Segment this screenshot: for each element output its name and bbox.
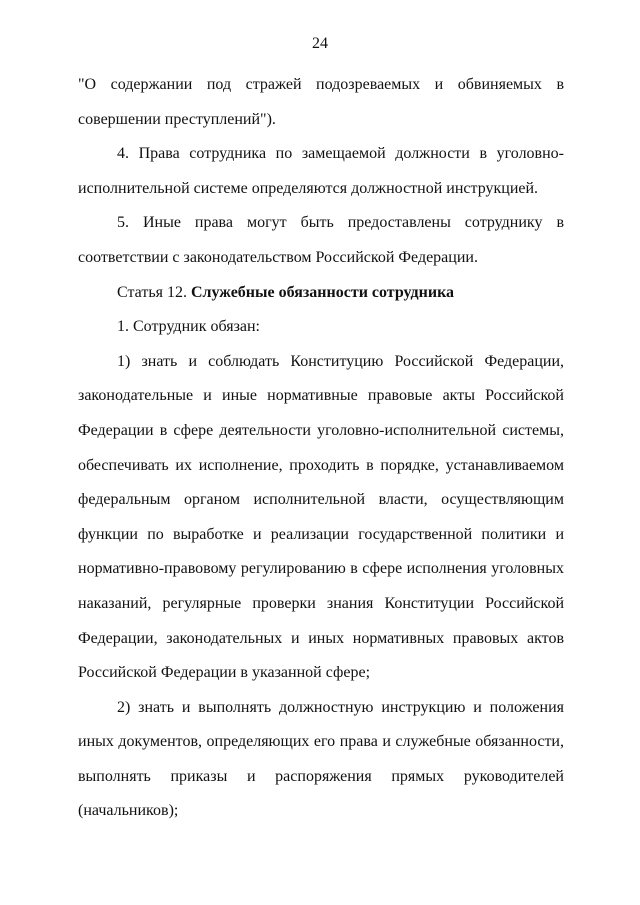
- paragraph-continuation: "О содержании под стражей подозреваемых и обвиняемых в совершении преступлений").: [78, 76, 564, 128]
- paragraph-subitem-1: 1) знать и соблюдать Конституцию Российской Федерации, законодательные и иные нормативные правовые акты Российской Федерации в сфере деятельности уголовно-исполнительной системы, обеспечивать их исполнение, проходить в порядке, устанавливаемом федеральным органом исполнительной власти, осуществляющим функции по выработке и реализации государственной политики и нормативно-правовому регулированию в сфере исполнения уголовных наказаний, регулярные проверки знания Конституции Российской Федерации, законодательных и иных нормативных правовых актов Российской Федерации в указанной сфере;: [78, 352, 564, 682]
- paragraph-item-5: 5. Иные права могут быть предоставлены сотруднику в соответствии с законодательством Российской Федерации.: [78, 214, 564, 266]
- page-number: 24: [312, 35, 328, 52]
- document-body: [78, 68, 564, 829]
- paragraph-subitem-2: 2) знать и выполнять должностную инструкцию и положения иных документов, определяющих его права и служебные обязанности, выполнять приказы и распоряжения прямых руководителей (начальников);: [78, 698, 564, 820]
- paragraph-clause-1: 1. Сотрудник обязан:: [117, 318, 260, 336]
- article-title: Служебные обязанности сотрудника: [190, 283, 455, 301]
- article-number: Статья 12.: [117, 283, 191, 301]
- paragraph-item-4: 4. Права сотрудника по замещаемой должности в уголовно-исполнительной системе определяются должностной инструкцией.: [78, 145, 564, 197]
- article-heading: [78, 276, 564, 311]
